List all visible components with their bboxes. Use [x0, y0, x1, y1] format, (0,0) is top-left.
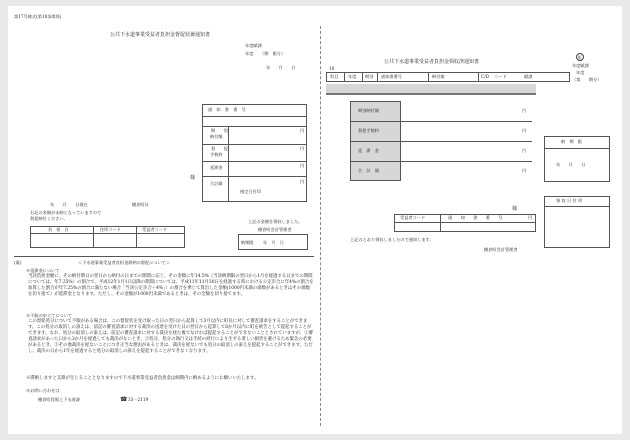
header-cell-amount: 納付額: [432, 74, 445, 79]
right-header-strip: [326, 72, 570, 82]
office-phone: 33－2119: [128, 397, 149, 402]
contact-label: ※お問い合わせは: [26, 388, 60, 393]
left-installment-label: （期 限分）: [260, 51, 286, 56]
document-page: [8, 6, 622, 434]
right-row-installment: 期別納付額: [358, 108, 379, 113]
right-yen-2: 円: [522, 128, 527, 133]
left-notice-title: 公共下水道事業受益者負担金督促状兼通知書: [110, 32, 211, 38]
left-row-installment: 期 別: [211, 128, 228, 133]
late-fee-section-title: ※延滞金について: [26, 268, 60, 273]
right-yen-3: 円: [522, 148, 527, 153]
left-notice-no-label: 通 知 書 番 号: [208, 107, 246, 112]
right-fiscal-year-label: 年度: [576, 70, 585, 75]
right-year-line: 年度賦課: [572, 63, 589, 68]
left-col-beneficiary-code: 受益者コード: [142, 227, 168, 232]
header-cell-period: 期別: [365, 74, 374, 79]
left-row-late: 延滞金: [210, 165, 223, 170]
town-seal: 町: [578, 55, 582, 60]
right-yen-4: 円: [522, 168, 527, 173]
left-statement-1: 右記の金額が未納となっていますので: [30, 210, 102, 215]
late-fee-section-body: 当該負担金額に、その納付期日の翌日から納付の日までの期間に応じ、その金額に年14.5%（当該納期限の翌日から1月を経過する日までの期間については、年7.25%）の割合で、平成12年1月1日以降の期間については、平成11年11月30日を経過する時における公定歩合に年4%の割合を加算した割合が年7.25%の割合に満たない場合「当該公定歩合＋4%」）の割合を乗じて算出した金額(1000円未満の端数があるときはその端数を切り捨て）が延滞金となります。ただし、その金額が1000円未満であるときは、その全額を切り捨てます。: [28, 274, 314, 297]
office-name: 棚倉町役場上下水道課: [38, 397, 80, 402]
header-cell-levy: 賦課: [524, 74, 533, 79]
header-cell-notice-no: 通知書番号: [381, 74, 402, 79]
left-row-total: 合計額: [210, 181, 223, 186]
left-deadline-stamp-label: 指定日付印: [240, 189, 261, 194]
right-treasurer: 棚倉町会計管理者: [484, 247, 518, 252]
right-row-total: 合 計 額: [358, 168, 379, 173]
right-col-beneficiary-code: 受益者コード: [400, 215, 426, 220]
reminder-section-body: ※滞納しますと支障が生じることとなりますので下水道事業受益者負担金は納期内に納めるようにお願いいたします。: [26, 376, 259, 381]
header-cell-code: コード: [494, 74, 507, 79]
header-cell-cd: C/D: [481, 74, 489, 79]
left-treasurer: 棚倉町会計管理者: [258, 227, 292, 232]
left-yen-2: 円: [300, 146, 305, 151]
note-mark: (裏): [14, 260, 22, 265]
right-row-fee: 督促手数料: [358, 128, 379, 133]
right-col-notice-no: 通 知 書 番 号: [448, 215, 503, 220]
left-fiscal-year-label: 年度: [245, 51, 254, 56]
appeal-section-body: この督促処分について不服がある場合は、この督促状を受け取った日の翌日から起算して3月以内に町長に対して審査請求をすることができます。この処分の取消しの訴えは、前記の審査請求に対する裁決の送達を受けた日の翌日から起算して6か月以内に町を被告として提起することができます。なお、処分の取消しの訴えは、前記の審査請求に対する裁決を経た後でなければ提起することができないこととされていますが、①審査請求があった日から3か月を経過しても裁決がないとき、②処分、処分の執行又は手続の続行により生ずる著しい損害を避けるため緊急の必要があるとき、③その他裁決を経ないことにつき正当な理由があるときは、裁決を経ないでも処分の取消しの訴えを提起することができます。ただし、裁決の日から1年を経過すると処分の取消しの訴えを提起することができなくなります。: [28, 319, 314, 354]
left-col-district: 負 担 区: [48, 227, 69, 232]
left-as-of-line: 年 月 日現在: [50, 202, 88, 207]
left-mayor: 棚倉町長: [132, 202, 149, 207]
right-receipt-note: 上記のとおり領収しましたので通知します。: [350, 237, 434, 242]
phone-icon: ☎: [120, 396, 128, 403]
right-deadline-value: 年 月 日: [556, 162, 586, 167]
left-recipient-honorific: 様: [190, 175, 196, 181]
left-receipt-note: 上記の金額を領収しました。: [248, 219, 303, 224]
form-number: 第17号様式(第18条関係): [14, 14, 62, 19]
left-row-fee: 督 促: [211, 146, 228, 151]
left-statement-2: 督促納付ください。: [30, 216, 68, 221]
left-yen-1: 円: [300, 128, 305, 133]
perforation-line: [320, 26, 321, 426]
left-paid-date-value: 年 月 日: [263, 240, 284, 245]
left-row-installment-sub: 納付額: [210, 134, 223, 139]
left-row-fee-sub: 手数料: [210, 152, 223, 157]
right-deadline-label: 納 期 限: [561, 139, 582, 144]
left-year-line: 年度賦課: [245, 43, 262, 48]
right-stamp-label: 領 収 日 付 印: [556, 198, 583, 203]
explanation-heading: ＜下水道事業受益者負担金滞納の督促について＞: [78, 260, 171, 265]
left-yen-4: 円: [300, 179, 305, 184]
right-corner-mark: 10: [329, 66, 335, 71]
left-yen-3: 円: [300, 163, 305, 168]
right-col-yen: 円: [528, 215, 533, 220]
right-row-late: 延 滞 金: [358, 148, 379, 153]
left-paid-date-label: 納期限: [241, 240, 254, 245]
right-notice-title: 公共下水道事業受益者負担金領収済通知書: [384, 59, 480, 65]
left-col-address-code: 住所コード: [100, 227, 121, 232]
header-cell-subject: 科目: [330, 74, 339, 79]
right-installment-label: （第 期分）: [572, 77, 602, 82]
appeal-section-title: ※不服の申立てについて: [26, 313, 72, 318]
header-cell-year: 年度: [348, 74, 357, 79]
left-date-label: 年 月 日: [266, 65, 296, 70]
right-recipient-honorific: 様: [512, 206, 518, 212]
right-yen-1: 円: [522, 108, 527, 113]
right-stamp-box: [544, 196, 610, 248]
